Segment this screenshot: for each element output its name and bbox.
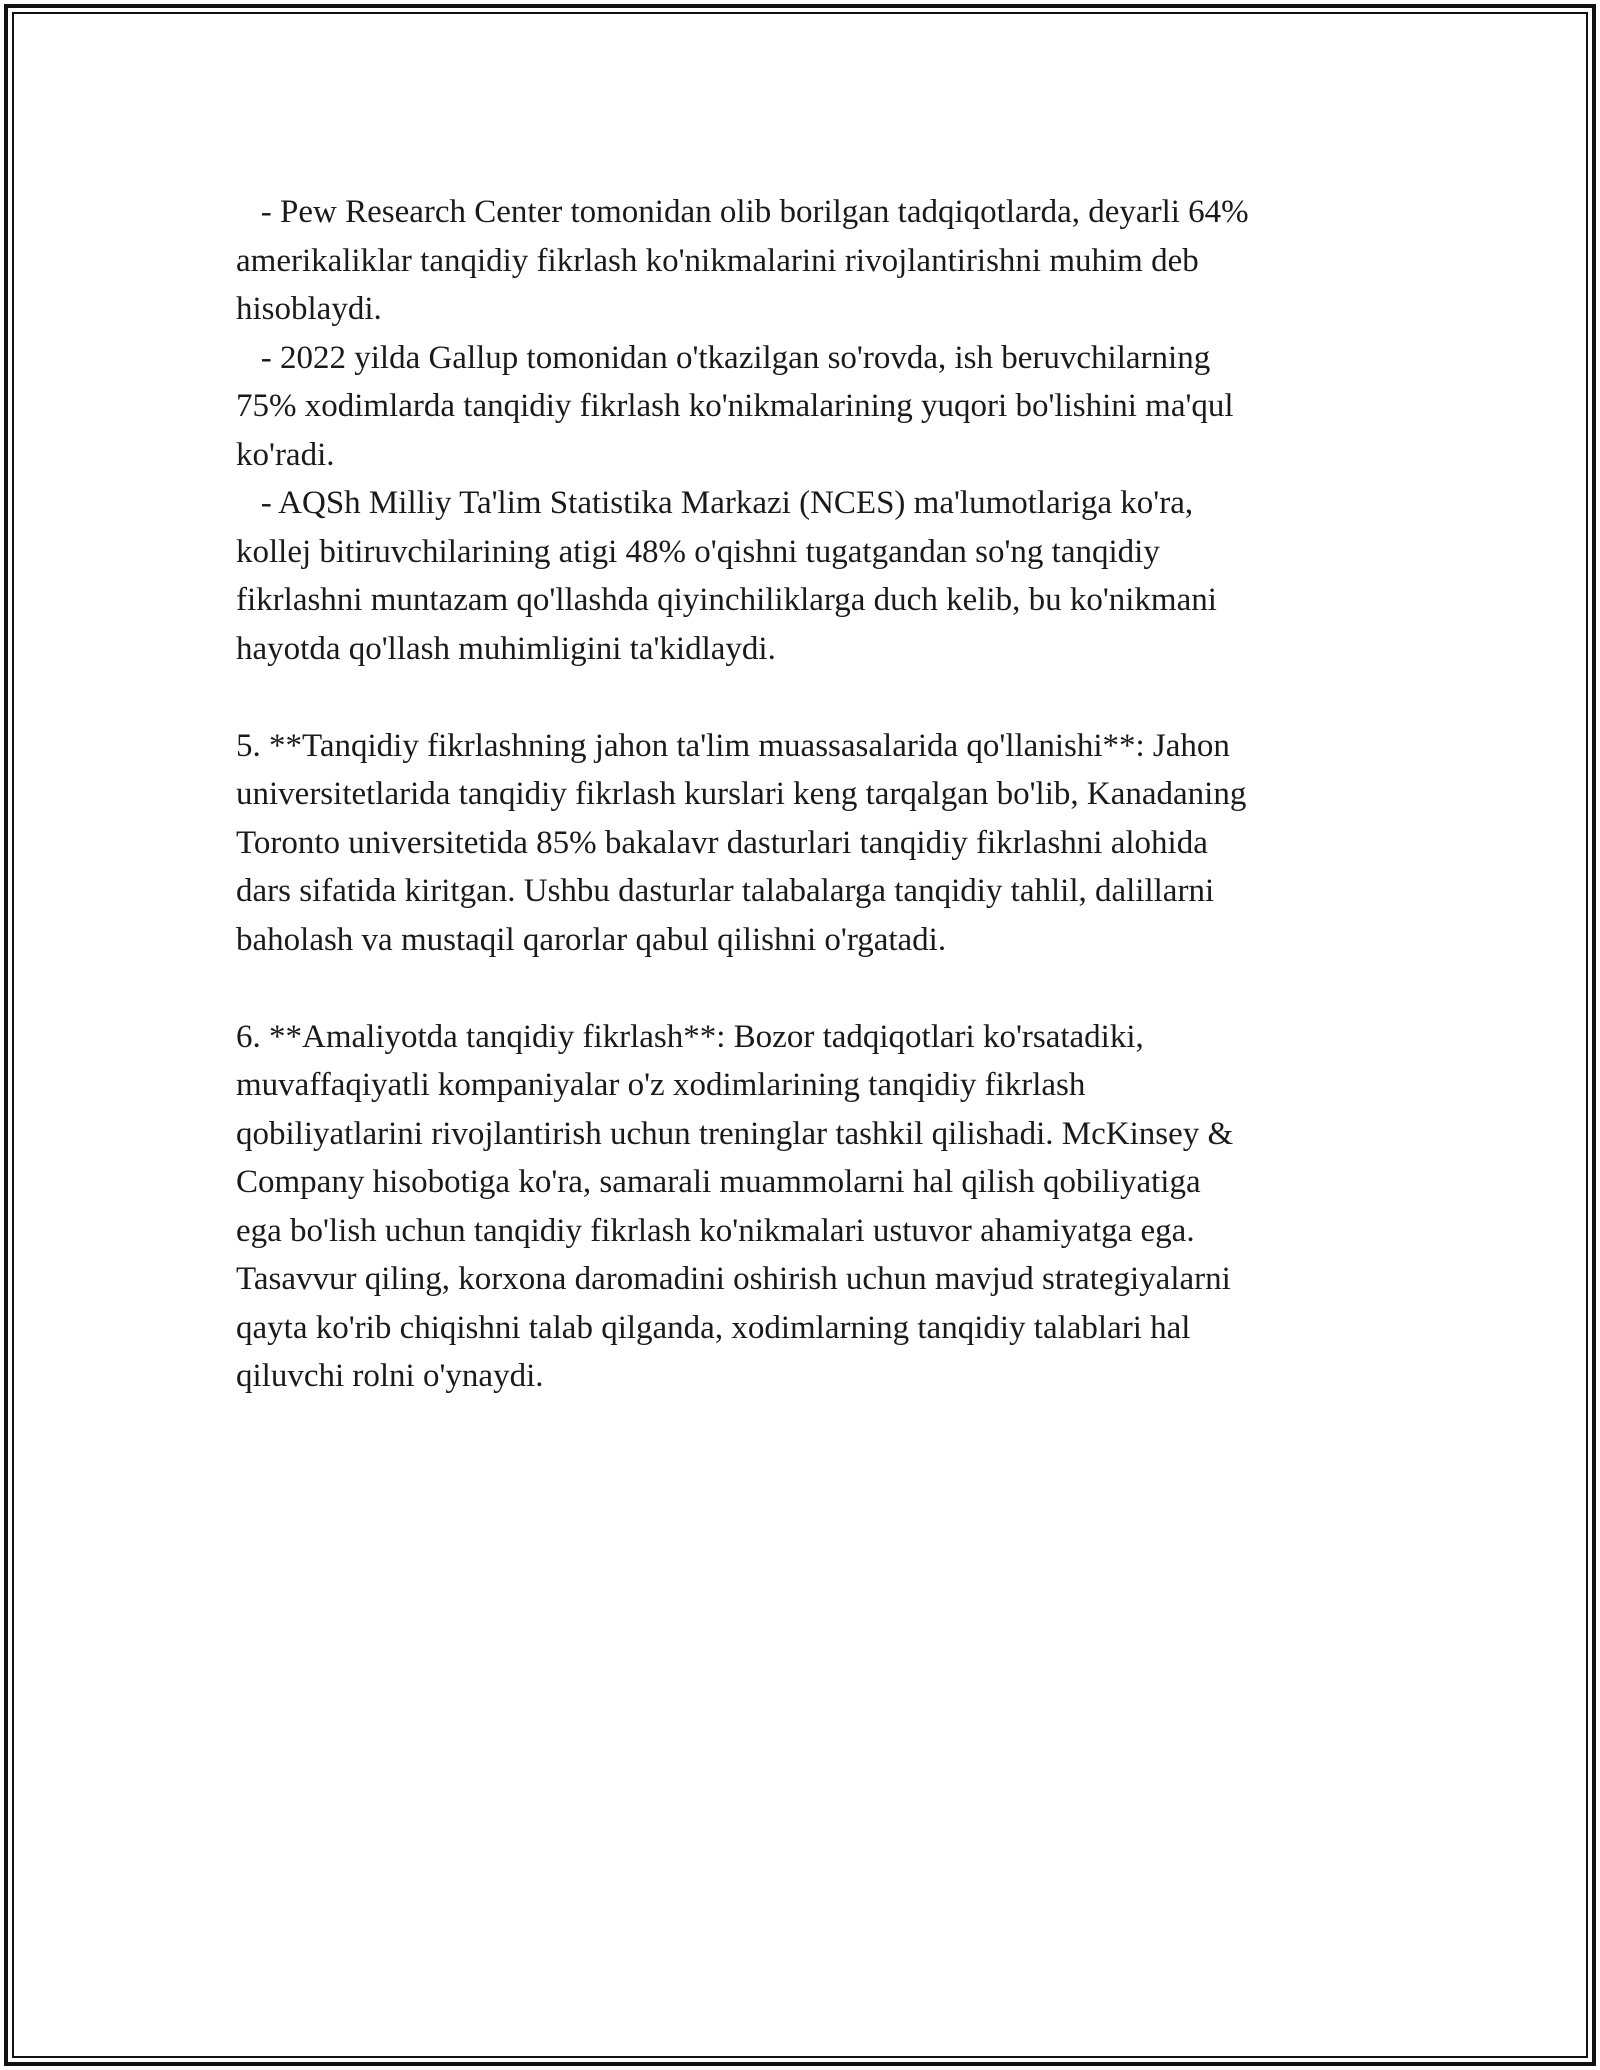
text-line: - Pew Research Center tomonidan olib borilgan tadqiqotlarda, deyarli 64% [236, 194, 1249, 230]
text-line: kollej bitiruvchilarining atigi 48% o'qishni tugatgandan so'ng tanqidiy [236, 533, 1160, 570]
text-line: qobiliyatlarini rivojlantirish uchun treninglar tashkil qilishadi. McKinsey & [236, 1115, 1234, 1152]
text-line: 75% xodimlarda tanqidiy fikrlash ko'nikmalarining yuqori bo'lishini ma'qul [236, 388, 1234, 424]
bullet-nces [236, 479, 1376, 673]
paragraph-spacer [236, 673, 1376, 722]
section-5-paragraph [236, 722, 1376, 965]
text-line: universitetlarida tanqidiy fikrlash kurslari keng tarqalgan bo'lib, Kanadaning [236, 776, 1247, 812]
text-line: Toronto universitetida 85% bakalavr dasturlari tanqidiy fikrlashni alohida [236, 824, 1208, 861]
text-line: hayotda qo'llash muhimligini ta'kidlaydi. [236, 630, 776, 667]
bullet-pew-research [236, 188, 1376, 334]
text-line: 6. **Amaliyotda tanqidiy fikrlash**: Bozor tadqiqotlari ko'rsatadiki, [236, 1018, 1144, 1055]
text-line: qayta ko'rib chiqishni talab qilganda, xodimlarning tanqidiy talablari hal [236, 1309, 1191, 1346]
text-line: - AQSh Milliy Ta'lim Statistika Markazi (NCES) ma'lumotlariga ko'ra, [236, 485, 1194, 521]
text-line: - 2022 yilda Gallup tomonidan o'tkazilgan so'rovda, ish beruvchilarning [236, 339, 1211, 376]
text-line: muvaffaqiyatli kompaniyalar o'z xodimlarining tanqidiy fikrlash [236, 1067, 1086, 1103]
text-line: Tasavvur qiling, korxona daromadini oshirish uchun mavjud strategiyalarni [236, 1261, 1231, 1297]
section-6-paragraph [236, 1013, 1376, 1401]
text-line: baholash va mustaqil qarorlar qabul qilishni o'rgatadi. [236, 921, 947, 958]
text-line: ko'radi. [236, 436, 335, 473]
text-line: Company hisobotiga ko'ra, samarali muammolarni hal qilish qobiliyatiga [236, 1164, 1201, 1200]
text-line: fikrlashni muntazam qo'llashda qiyinchiliklarga duch kelib, bu ko'nikmani [236, 582, 1217, 618]
text-line: ega bo'lish uchun tanqidiy fikrlash ko'nikmalari ustuvor ahamiyatga ega. [236, 1212, 1195, 1249]
paragraph-spacer [236, 964, 1376, 1013]
text-line: dars sifatida kiritgan. Ushbu dasturlar talabalarga tanqidiy tahlil, dalillarni [236, 873, 1215, 909]
document-body [236, 188, 1376, 1401]
text-line: qiluvchi rolni o'ynaydi. [236, 1358, 544, 1394]
text-line: amerikaliklar tanqidiy fikrlash ko'nikmalarini rivojlantirishni muhim deb [236, 242, 1199, 279]
text-line: hisoblaydi. [236, 291, 382, 327]
bullet-gallup [236, 334, 1376, 480]
text-line: 5. **Tanqidiy fikrlashning jahon ta'lim muassasalarida qo'llanishi**: Jahon [236, 727, 1230, 764]
